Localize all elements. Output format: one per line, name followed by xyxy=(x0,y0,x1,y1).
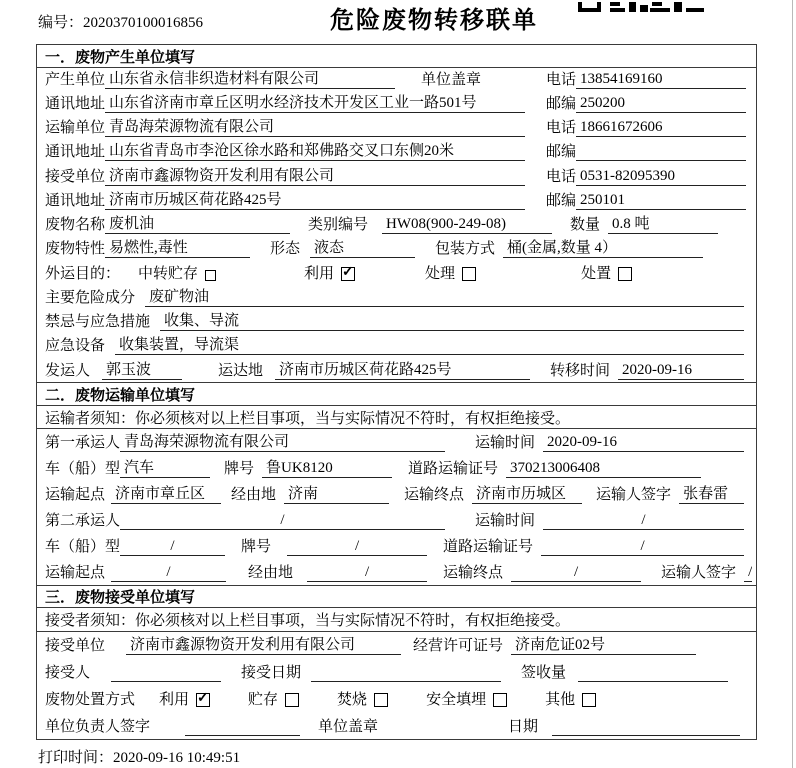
accept-person-value xyxy=(111,663,221,682)
road-permit1-value: 370213006408 xyxy=(506,459,701,478)
zip1-label: 邮编 xyxy=(545,95,576,112)
license-label: 经营许可证号 xyxy=(413,638,504,655)
addr1-label: 通讯地址 xyxy=(45,95,106,112)
row-waste-name xyxy=(37,213,756,237)
row-vehicle1 xyxy=(37,455,756,481)
row-producer-address xyxy=(37,92,756,116)
row-carrier2 xyxy=(37,507,756,533)
sign1-label: 运输人签字 xyxy=(596,487,672,503)
vehicle2-value: / xyxy=(120,537,225,556)
zip3-value: 250101 xyxy=(576,191,746,210)
sign1-value: 张春雷 xyxy=(679,485,744,504)
zip1-value: 250200 xyxy=(576,94,746,113)
responsible-sign-label: 单位负责人签字 xyxy=(45,718,151,735)
road-permit2-value: / xyxy=(541,537,744,556)
origin2-label: 运输起点 xyxy=(45,565,106,581)
row-purpose xyxy=(37,261,756,285)
print-time-value: 2020-09-16 10:49:51 xyxy=(113,750,241,766)
phone2-value: 18661672606 xyxy=(576,118,746,137)
producer-value: 山东省永信非织造材料有限公司 xyxy=(105,70,395,89)
row-route2 xyxy=(37,559,756,585)
section2-header: 二．废物运输单位填写 xyxy=(36,382,757,406)
plate2-label: 牌号 xyxy=(241,539,272,555)
unit-seal-label: 单位盖章 xyxy=(318,718,379,735)
document-number-label: 编号： xyxy=(38,15,84,31)
purpose-opt-dispose-label: 处置 xyxy=(581,265,612,282)
receiver-label: 接受单位 xyxy=(45,168,106,185)
destination-value: 济南市历城区荷花路425号 xyxy=(275,361,530,380)
phone1-label: 电话 xyxy=(545,71,576,88)
vehicle2-label: 车（船）型 xyxy=(45,539,121,555)
row-accept-unit xyxy=(37,632,756,659)
accept-date-label: 接受日期 xyxy=(241,665,302,681)
equipment-value: 收集装置，导流渠 xyxy=(115,336,744,355)
disposal-opt-store-checkbox xyxy=(285,693,299,707)
end2-value: / xyxy=(511,563,641,582)
row-responsible-sign xyxy=(37,712,756,739)
transport-time2-value: / xyxy=(543,511,744,530)
row-transporter-address xyxy=(37,140,756,164)
via2-value: / xyxy=(307,563,427,582)
row-accept-person xyxy=(37,658,756,685)
section1-body xyxy=(36,67,757,384)
transport-time2-label: 运输时间 xyxy=(475,513,536,529)
traits-label: 废物特性 xyxy=(45,241,106,258)
disposal-opt-burn-checkbox xyxy=(374,693,388,707)
plate1-label: 牌号 xyxy=(224,461,255,477)
disposal-opt-store-label: 贮存 xyxy=(248,691,279,708)
row-equipment xyxy=(37,334,756,358)
phone2-label: 电话 xyxy=(545,120,576,137)
via1-label: 经由地 xyxy=(231,487,277,503)
purpose-label: 外运目的： xyxy=(45,265,121,282)
manifest-form xyxy=(36,44,757,740)
document-number-value: 2020370100016856 xyxy=(83,15,204,31)
accept-date-value xyxy=(311,663,501,682)
section1-header: 一．废物产生单位填写 xyxy=(36,44,757,68)
row-receiver xyxy=(37,164,756,188)
print-time-label: 打印时间： xyxy=(38,750,114,766)
origin1-value: 济南市章丘区 xyxy=(111,485,221,504)
quantity-value: 0.8 吨 xyxy=(608,215,718,234)
form-value: 液态 xyxy=(310,239,415,258)
category-label: 类别编号 xyxy=(308,217,369,234)
sign-date-value xyxy=(552,717,740,736)
disposal-opt-use-label: 利用 xyxy=(159,691,190,708)
transfer-time-label: 转移时间 xyxy=(550,362,611,379)
equipment-label: 应急设备 xyxy=(45,338,106,355)
accept-unit-value: 济南市鑫源物资开发利用有限公司 xyxy=(126,636,401,655)
taboo-label: 禁忌与应急措施 xyxy=(45,314,151,331)
purpose-opt-transfer-checkbox xyxy=(205,270,216,281)
addr3-value: 济南市历城区荷花路425号 xyxy=(105,191,525,210)
transport-time1-value: 2020-09-16 xyxy=(543,433,744,452)
disposal-opt-other-checkbox xyxy=(582,693,596,707)
waste-name-label: 废物名称 xyxy=(45,217,106,234)
consignor-value: 郭玉波 xyxy=(102,361,182,380)
road-permit1-label: 道路运输证号 xyxy=(408,461,499,477)
page-edge-line xyxy=(792,0,793,768)
vehicle1-label: 车（船）型 xyxy=(45,461,121,477)
row-disposal-method xyxy=(37,685,756,712)
transfer-time-value: 2020-09-16 xyxy=(618,361,744,380)
addr3-label: 通讯地址 xyxy=(45,192,106,209)
sign2-value: / xyxy=(744,563,752,582)
section2-notice: 运输者须知：你必须核对以上栏目事项，当与实际情况不符时，有权拒绝接受。 xyxy=(36,405,757,430)
addr2-value: 山东省青岛市李沧区徐水路和郑佛路交叉口东侧20米 xyxy=(105,142,525,161)
carrier1-value: 青岛海荣源物流有限公司 xyxy=(120,433,445,452)
receiver-value: 济南市鑫源物资开发利用有限公司 xyxy=(105,167,525,186)
plate2-value: / xyxy=(287,537,427,556)
license-value: 济南危证02号 xyxy=(511,636,696,655)
addr2-label: 通讯地址 xyxy=(45,144,106,161)
consignor-label: 发运人 xyxy=(45,362,91,379)
disposal-opt-use-checkbox xyxy=(196,693,210,707)
purpose-opt-treat-label: 处理 xyxy=(425,265,456,282)
section3-notice: 接受者须知：你必须核对以上栏目事项，当与实际情况不符时，有权拒绝接受。 xyxy=(36,607,757,632)
quantity-label: 数量 xyxy=(570,217,601,234)
row-transporter xyxy=(37,116,756,140)
receipt-amount-label: 签收量 xyxy=(521,665,567,681)
accept-person-label: 接受人 xyxy=(45,665,91,681)
row-dispatch xyxy=(37,358,756,382)
hazard-label: 主要危险成分 xyxy=(45,289,136,306)
vehicle1-value: 汽车 xyxy=(120,459,210,478)
print-time xyxy=(38,749,240,767)
form-label: 形态 xyxy=(270,241,301,258)
taboo-value: 收集、导流 xyxy=(160,312,744,331)
row-hazard xyxy=(37,286,756,310)
responsible-sign-value xyxy=(185,717,300,736)
section3-header: 三．废物接受单位填写 xyxy=(36,585,757,609)
waste-name-value: 废机油 xyxy=(105,215,290,234)
via2-label: 经由地 xyxy=(248,565,294,581)
disposal-opt-landfill-checkbox xyxy=(493,693,507,707)
transport-time1-label: 运输时间 xyxy=(475,435,536,451)
purpose-opt-use-label: 利用 xyxy=(304,265,335,282)
disposal-label: 废物处置方式 xyxy=(45,691,136,708)
row-waste-traits xyxy=(37,237,756,261)
producer-label: 产生单位 xyxy=(45,71,106,88)
packing-label: 包装方式 xyxy=(435,241,496,258)
phone3-label: 电话 xyxy=(545,168,576,185)
row-carrier1 xyxy=(37,429,756,455)
carrier2-label: 第二承运人 xyxy=(45,513,121,529)
via1-value: 济南 xyxy=(284,485,389,504)
purpose-opt-transfer-label: 中转贮存 xyxy=(138,265,199,282)
end1-value: 济南市历城区 xyxy=(472,485,582,504)
row-taboo xyxy=(37,310,756,334)
section3-body xyxy=(36,631,757,740)
section2-body xyxy=(36,428,757,586)
disposal-opt-other-label: 其他 xyxy=(545,691,576,708)
end1-label: 运输终点 xyxy=(404,487,465,503)
zip3-label: 邮编 xyxy=(545,192,576,209)
page-title: 危险废物转移联单 xyxy=(330,8,538,34)
origin1-label: 运输起点 xyxy=(45,487,106,503)
carrier1-label: 第一承运人 xyxy=(45,435,121,451)
packing-value: 桶(金属,数量 4） xyxy=(503,239,703,258)
disposal-opt-burn-label: 焚烧 xyxy=(337,691,368,708)
qr-code-fragment-icon xyxy=(578,0,704,17)
carrier2-value: / xyxy=(120,511,445,530)
purpose-opt-use-checkbox xyxy=(341,267,355,281)
hazard-value: 废矿物油 xyxy=(145,288,744,307)
purpose-opt-dispose-checkbox xyxy=(618,267,632,281)
traits-value: 易燃性,毒性 xyxy=(105,239,250,258)
accept-unit-label: 接受单位 xyxy=(45,638,106,655)
zip2-value xyxy=(576,142,746,161)
destination-label: 运达地 xyxy=(218,362,264,379)
end2-label: 运输终点 xyxy=(443,565,504,581)
disposal-opt-landfill-label: 安全填埋 xyxy=(426,691,487,708)
purpose-opt-treat-checkbox xyxy=(462,267,476,281)
phone3-value: 0531-82095390 xyxy=(576,167,746,186)
receipt-amount-value xyxy=(578,663,728,682)
addr1-value: 山东省济南市章丘区明水经济技术开发区工业一路501号 xyxy=(105,94,525,113)
origin2-value: / xyxy=(111,563,226,582)
plate1-value: 鲁UK8120 xyxy=(262,459,392,478)
zip2-label: 邮编 xyxy=(545,144,576,161)
row-vehicle2 xyxy=(37,533,756,559)
transporter-label: 运输单位 xyxy=(45,120,106,137)
road-permit2-label: 道路运输证号 xyxy=(443,539,534,555)
document-number xyxy=(38,13,203,33)
row-receiver-address xyxy=(37,189,756,213)
row-producer xyxy=(37,68,756,92)
category-value: HW08(900-249-08) xyxy=(382,215,552,234)
seal-label: 单位盖章 xyxy=(421,71,482,88)
row-route1 xyxy=(37,481,756,507)
transporter-value: 青岛海荣源物流有限公司 xyxy=(105,118,525,137)
sign2-label: 运输人签字 xyxy=(661,565,737,581)
phone1-value: 13854169160 xyxy=(576,70,746,89)
sign-date-label: 日期 xyxy=(508,718,539,735)
